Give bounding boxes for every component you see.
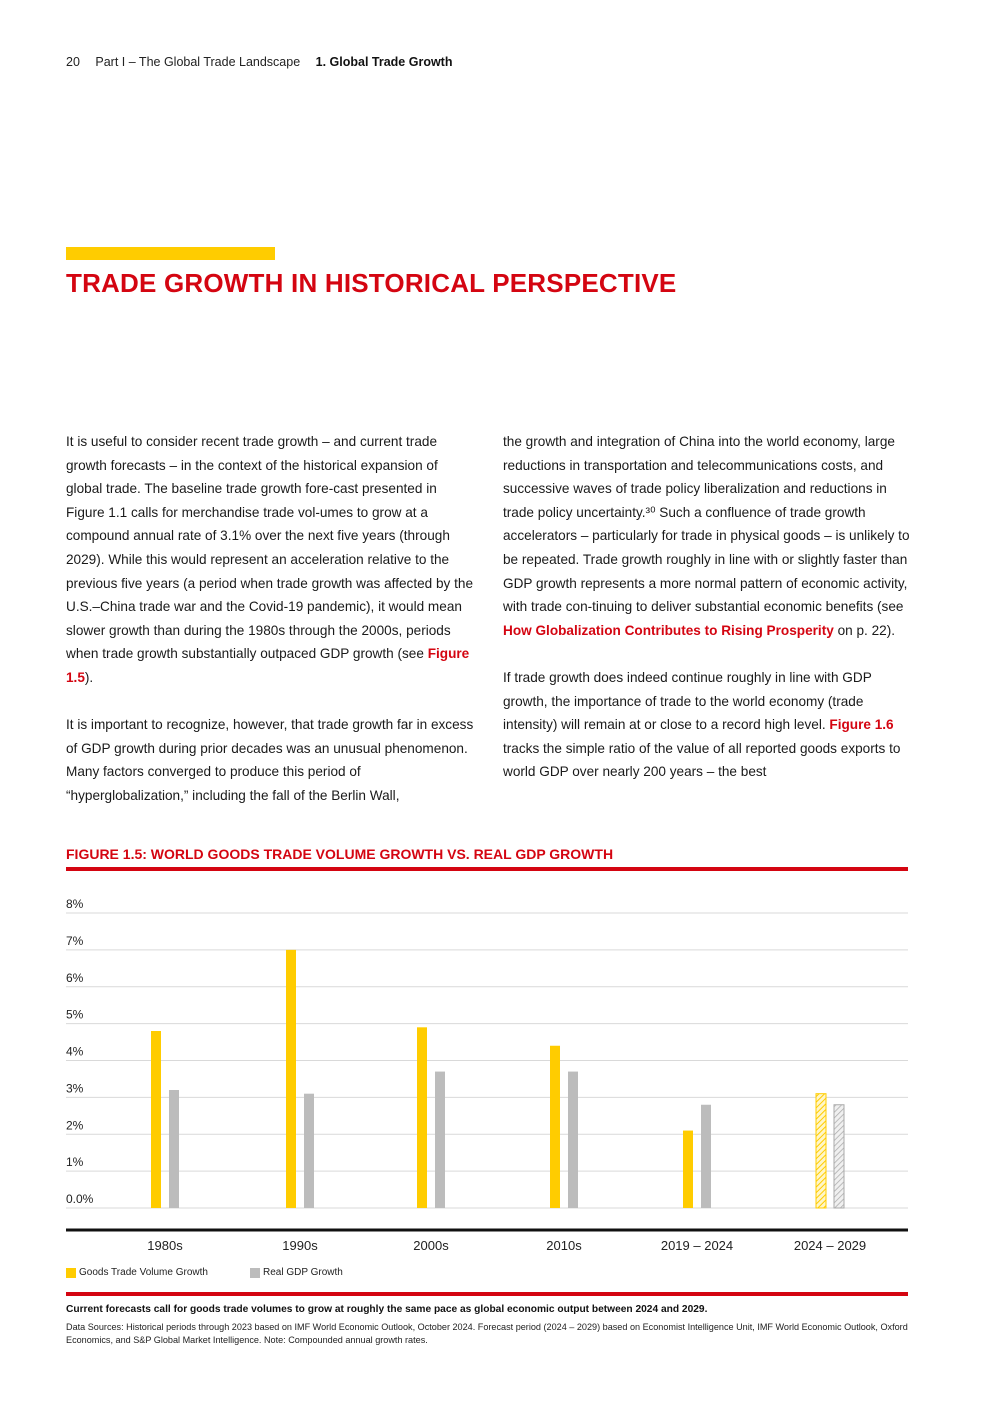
bar-trade-growth	[683, 1131, 693, 1208]
bar-trade-growth	[816, 1094, 826, 1208]
bar-chart	[66, 890, 908, 1270]
bar-gdp-growth	[304, 1094, 314, 1208]
page-number: 20	[66, 55, 80, 69]
x-tick-label: 2019 – 2024	[660, 1238, 734, 1253]
paragraph	[66, 430, 476, 690]
figure-caption: Current forecasts call for goods trade volumes to grow at roughly the same pace as global economic output between 2024 and 2029.	[66, 1304, 708, 1315]
x-tick-label: 2010s	[546, 1238, 582, 1253]
y-tick-label: 6%	[66, 970, 84, 985]
paragraph: It is important to recognize, however, that trade growth far in excess of GDP growth during prior decades was an unusual phenomenon. Many factors converged to produce this period of “hyperglobalization,” including the fall of the Berlin Wall,	[66, 717, 474, 803]
body-column-right	[503, 430, 911, 808]
y-tick-label: 8%	[66, 897, 84, 911]
paragraph-text: If trade growth does indeed continue roughly in line with GDP growth, the importance of trade to the world economy (trade intensity) will remain at or close to a record high level.	[503, 669, 872, 733]
bar-gdp-growth	[169, 1090, 179, 1208]
bar-trade-growth	[286, 950, 296, 1208]
part-label: Part I – The Global Trade Landscape	[95, 55, 301, 69]
paragraph-text: tracks the simple ratio of the value of all reported goods exports to world GDP over nearly 200 years – the best	[503, 740, 901, 780]
paragraph	[503, 666, 911, 784]
paragraph-text: ).	[84, 669, 94, 685]
chart-legend	[66, 1267, 385, 1278]
x-tick-label: 1980s	[147, 1238, 183, 1253]
figure-top-rule	[66, 867, 908, 871]
legend-swatch-gdp	[250, 1268, 260, 1278]
paragraph-text: It is useful to consider recent trade growth – and current trade growth forecasts – in the context of the historical expansion of global trade. The baseline trade growth fore-cast presented in Figure 1.1 calls for merchandise trade vol-umes to grow at a compound annual rate of 3.1% over the next five years (through 2029). While this would represent an acceleration relative to the previous five years (a period when trade growth was affected by the U.S.–China trade war and the Covid-19 pandemic), it would mean slower growth than during the 1980s through the 2000s, periods when trade growth substantially outpaced GDP growth (see	[66, 434, 474, 662]
page-header	[66, 55, 452, 69]
bar-trade-growth	[151, 1031, 161, 1208]
bar-gdp-growth	[701, 1105, 711, 1208]
section-accent-bar	[66, 247, 275, 260]
bar-trade-growth	[417, 1027, 427, 1208]
y-tick-label: 0.0%	[66, 1192, 94, 1206]
bar-trade-growth	[550, 1046, 560, 1208]
y-tick-label: 1%	[66, 1155, 84, 1170]
section-title: TRADE GROWTH IN HISTORICAL PERSPECTIVE	[66, 268, 677, 298]
paragraph-text: the growth and integration of China into the world economy, large reductions in transportation and telecommunications costs, and successive waves of trade policy liberalization and reductions in trade policy uncertainty.³⁰ Such a confluence of trade growth accelerators – particularly for trade in physical goods – is unlikely to be repeated. Trade growth roughly in line with or slightly faster than GDP growth represents a more normal pattern of economic activity, with trade con-tinuing to deliver substantial economic benefits (see	[503, 434, 910, 615]
x-tick-label: 2000s	[413, 1238, 449, 1253]
body-column-left	[66, 430, 476, 831]
figure-title: FIGURE 1.5: WORLD GOODS TRADE VOLUME GROWTH VS. REAL GDP GROWTH	[66, 846, 614, 862]
figure-bottom-rule	[66, 1292, 908, 1296]
chapter-label: 1. Global Trade Growth	[315, 55, 453, 69]
figure-1-6-link[interactable]: Figure 1.6	[829, 717, 894, 733]
figure-1-5-link[interactable]: Figure 1.5	[66, 646, 470, 685]
y-tick-label: 4%	[66, 1044, 84, 1059]
bar-gdp-growth	[435, 1072, 445, 1208]
legend-label-trade: Goods Trade Volume Growth	[79, 1267, 208, 1278]
y-tick-label: 3%	[66, 1081, 84, 1096]
figure-sources: Data Sources: Historical periods through 2023 based on IMF World Economic Outlook, October 2024. Forecast period (2024 – 2029) based on Economist Intelligence Unit, IMF World Economic Outlook, Oxford Economics, and S&P Global Market Intelligence. Note: Compounded annual growth rates.	[66, 1322, 908, 1345]
paragraph-text: on p. 22).	[833, 622, 896, 638]
y-tick-label: 7%	[66, 933, 84, 948]
legend-item-gdp	[250, 1267, 343, 1278]
y-tick-label: 5%	[66, 1007, 84, 1022]
legend-item-trade	[66, 1267, 208, 1278]
bar-gdp-growth	[834, 1105, 844, 1208]
y-tick-label: 2%	[66, 1118, 84, 1133]
bar-gdp-growth	[568, 1072, 578, 1208]
legend-label-gdp: Real GDP Growth	[262, 1267, 343, 1278]
x-tick-label: 1990s	[282, 1238, 318, 1253]
x-tick-label: 2024 – 2029	[793, 1238, 867, 1253]
paragraph	[503, 430, 911, 642]
globalization-prosperity-link[interactable]: How Globalization Contributes to Rising Prosperity	[503, 622, 834, 638]
legend-swatch-trade	[66, 1268, 76, 1278]
chart-svg	[66, 890, 908, 1270]
